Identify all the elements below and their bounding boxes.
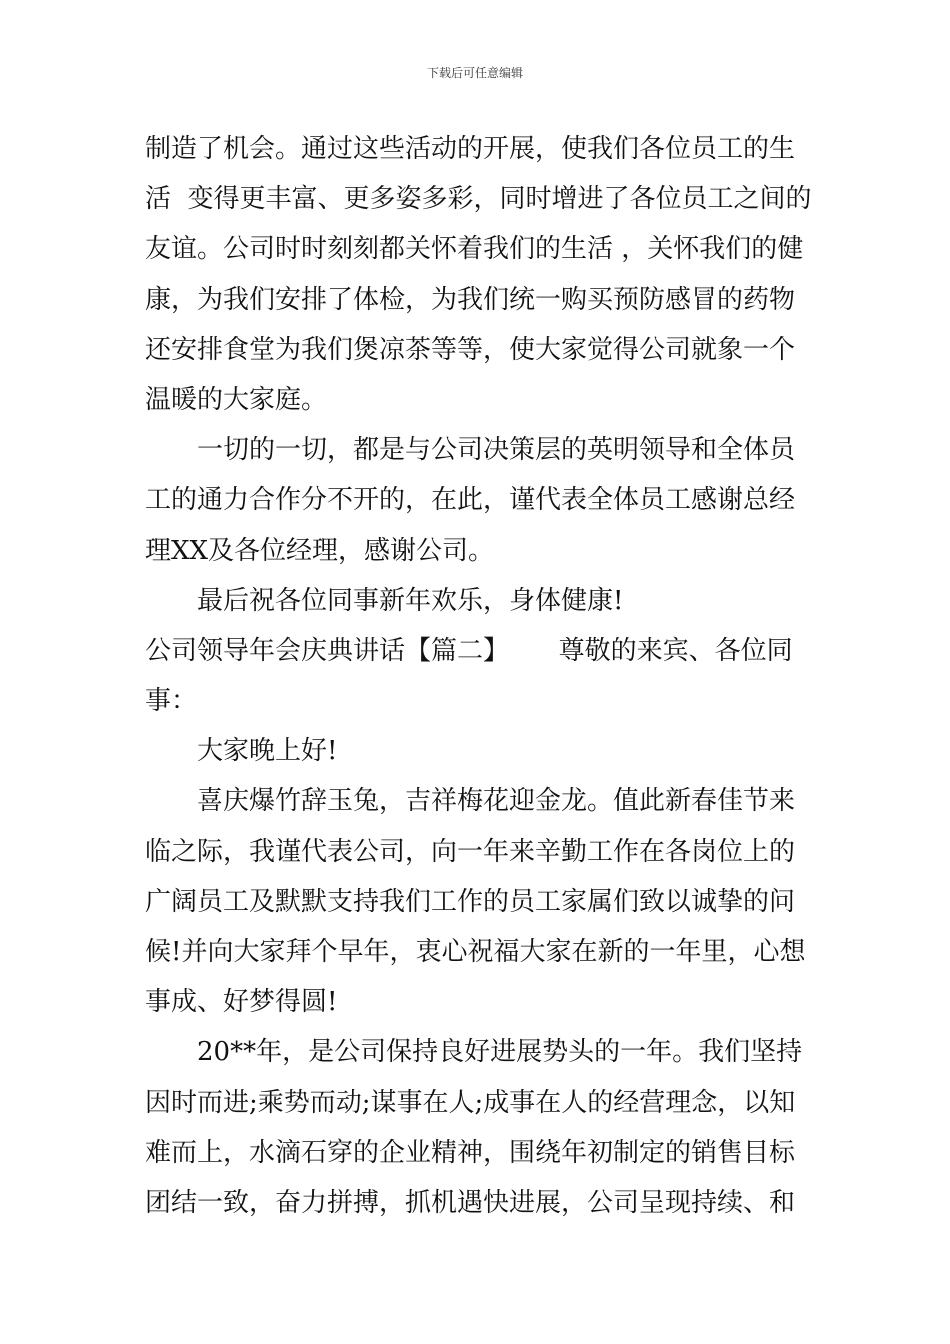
text-line: 温暖的大家庭。 xyxy=(145,384,328,415)
paragraph-start-line: 一切的一切，都是与公司决策层的英明领导和全体员 xyxy=(197,435,796,466)
text-line: 事： xyxy=(145,686,198,717)
text-line: 理XX及各位经理，感谢公司。 xyxy=(145,535,495,566)
text-line: 临之际，我谨代表公司，向一年来辛勤工作在各岗位上的 xyxy=(145,836,796,867)
paragraph-start-line: 最后祝各位同事新年欢乐，身体健康! xyxy=(197,585,624,616)
text-line: 工的通力合作分不开的，在此，谨代表全体员工感谢总经 xyxy=(145,485,796,516)
section-title-line: 公司领导年会庆典讲话【篇二】 尊敬的来宾、各位同 xyxy=(145,635,793,666)
text-line: 活 变得更丰富、更多姿多彩，同时增进了各位员工之间的 xyxy=(145,184,812,215)
text-line: 制造了机会。通过这些活动的开展，使我们各位员工的生 xyxy=(145,134,796,164)
page-header: 下载后可任意编辑 xyxy=(426,66,523,80)
text-line: 广阔员工及默默支持我们工作的员工家属们致以诚挚的问 xyxy=(145,886,796,917)
text-line: 友谊。公司时时刻刻都关怀着我们的生活 ，关怀我们的健 xyxy=(145,234,804,265)
text-line: 难而上，水滴石穿的企业精神，围绕年初制定的销售目标 xyxy=(145,1137,796,1168)
paragraph-start-line: 20**年，是公司保持良好进展势头的一年。我们坚持 xyxy=(197,1037,803,1068)
text-line: 因时而进;乘势而动;谋事在人;成事在人的经营理念，以知 xyxy=(145,1087,796,1118)
paragraph-start-line: 大家晚上好! xyxy=(197,736,338,767)
text-line: 团结一致，奋力拼搏，抓机遇快进展，公司呈现持续、和 xyxy=(145,1187,796,1218)
text-line: 候!并向大家拜个早年，衷心祝福大家在新的一年里，心想 xyxy=(145,937,806,967)
text-line: 事成、好梦得圆! xyxy=(145,987,338,1018)
text-line: 康，为我们安排了体检，为我们统一购买预防感冒的药物 xyxy=(145,284,796,315)
body-text xyxy=(145,124,810,1228)
paragraph-start-line: 喜庆爆竹辞玉兔，吉祥梅花迎金龙。值此新春佳节来 xyxy=(197,786,796,817)
text-line: 还安排食堂为我们煲凉茶等等，使大家觉得公司就象一个 xyxy=(145,334,796,365)
